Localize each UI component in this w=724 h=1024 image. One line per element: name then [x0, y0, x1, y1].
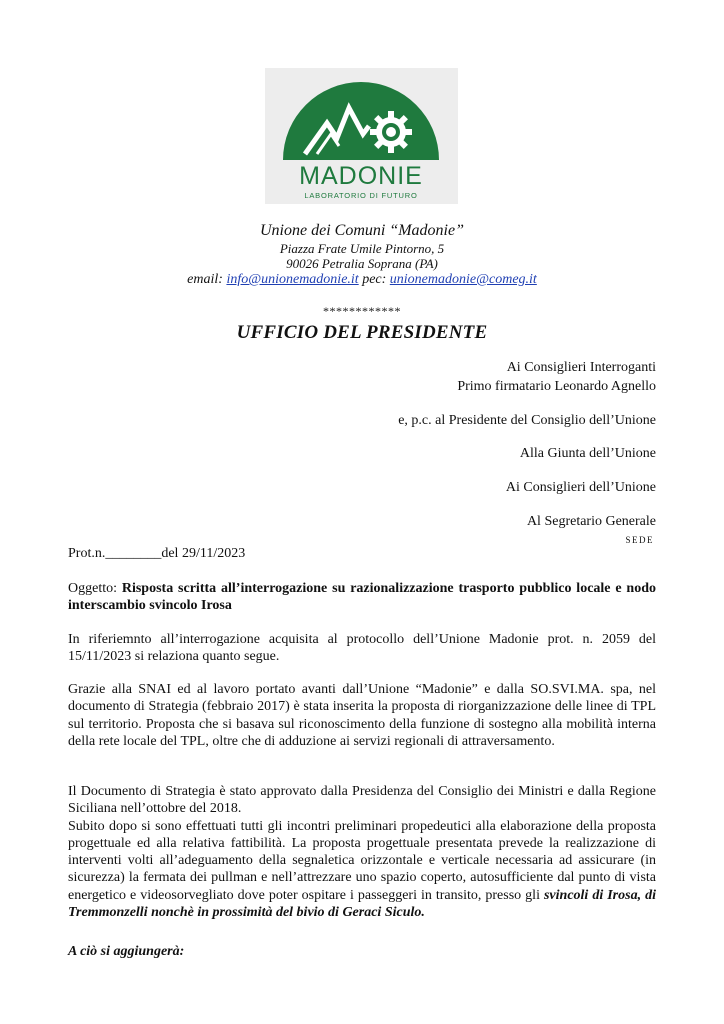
contact-line — [0, 272, 724, 288]
protocol-date: del 29/11/2023 — [161, 546, 246, 561]
recipient-consiglieri: Ai Consiglieri dell’Unione — [505, 480, 656, 495]
subject-label: Oggetto: — [68, 581, 117, 596]
madonie-logo — [265, 68, 458, 204]
organization-name: Unione dei Comuni “Madonie” — [260, 222, 464, 239]
logo-graphic — [265, 68, 458, 204]
recipient-primo-firmatario: Primo firmatario Leonardo Agnello — [457, 379, 656, 394]
email-link[interactable]: info@unionemadonie.it — [226, 272, 359, 287]
protocol-blank: ________ — [105, 546, 162, 561]
protocol-prefix: Prot.n. — [68, 546, 106, 561]
paragraph-approvazione: Il Documento di Strategia è stato approvato dalla Presidenza del Consiglio dei Ministri e dalla Regione Siciliana nell’ottobre del 2018. — [68, 784, 656, 817]
logo-tagline: LABORATORIO DI FUTURO — [304, 191, 418, 200]
separator: ************ — [323, 304, 401, 318]
address-line-2: 90026 Petralia Soprana (PA) — [286, 256, 438, 271]
address-line-1: Piazza Frate Umile Pintorno, 5 — [279, 241, 445, 256]
logo-wordmark: MADONIE — [299, 162, 423, 190]
email-label: email: — [187, 272, 223, 287]
office-title: UFFICIO DEL PRESIDENTE — [236, 322, 488, 343]
recipient-segretario: Al Segretario Generale — [526, 514, 656, 529]
recipient-presidente-consiglio: e, p.c. al Presidente del Consiglio dell’Unione — [398, 413, 656, 428]
paragraph-proposta — [68, 818, 656, 922]
recipient-consiglieri-interroganti: Ai Consiglieri Interroganti — [506, 360, 656, 375]
paragraph-documento-strategia — [68, 783, 656, 921]
protocol-line — [68, 546, 245, 562]
recipient-giunta: Alla Giunta dell’Unione — [519, 446, 656, 461]
sede-label: SEDE — [625, 535, 654, 545]
paragraph-snai: Grazie alla SNAI ed al lavoro portato avanti dall’Unione “Madonie” e dalla SO.SVI.MA. spa, nel documento di Strategia (febbraio 2017) è stata inserita la proposta di riorganizzazione delle linee di TPL sul territorio. Proposta che si basava sul riconoscimento della funzione di sostegno alla mobilità interna della rete locale del TPL, oltre che di adduzione ai servizi regionali di attraversamento. — [68, 682, 656, 749]
pec-link[interactable]: unionemadonie@comeg.it — [389, 272, 537, 287]
pec-label: pec: — [362, 272, 387, 287]
subject-paragraph — [68, 580, 656, 615]
proposta-emphasis: svincoli di Irosa, di Tremmonzelli nonchè in prossimità del bivio di Geraci Siculo. — [68, 887, 656, 921]
subject-text: Risposta scritta all’interrogazione su razionalizzazione trasporto pubblico locale e nodo interscambio svincolo Irosa — [68, 581, 656, 614]
paragraph-aggiungera: A ciò si aggiungerà: — [68, 944, 185, 959]
proposta-text: Subito dopo si sono effettuati tutti gli incontri preliminari propedeutici alla elaborazione della proposta progettuale ed alla relativa fattibilità. La proposta progettuale presentata prevede la realizzazione di interventi volti all’adeguamento della segnaletica orizzontale e verticale necessaria ad assicurare (in sicurezza) la fermata dei pullman e nell’attrezzare uno spazio coperto, autosufficiente dal punto di vista energetico e videosorvegliato dove poter ospitare i passeggeri in transito, presso gli — [68, 818, 656, 903]
paragraph-riferimento: In riferiemnto all’interrogazione acquisita al protocollo dell’Unione Madonie prot. n. 2059 del 15/11/2023 si relaziona quanto segue. — [68, 632, 656, 665]
